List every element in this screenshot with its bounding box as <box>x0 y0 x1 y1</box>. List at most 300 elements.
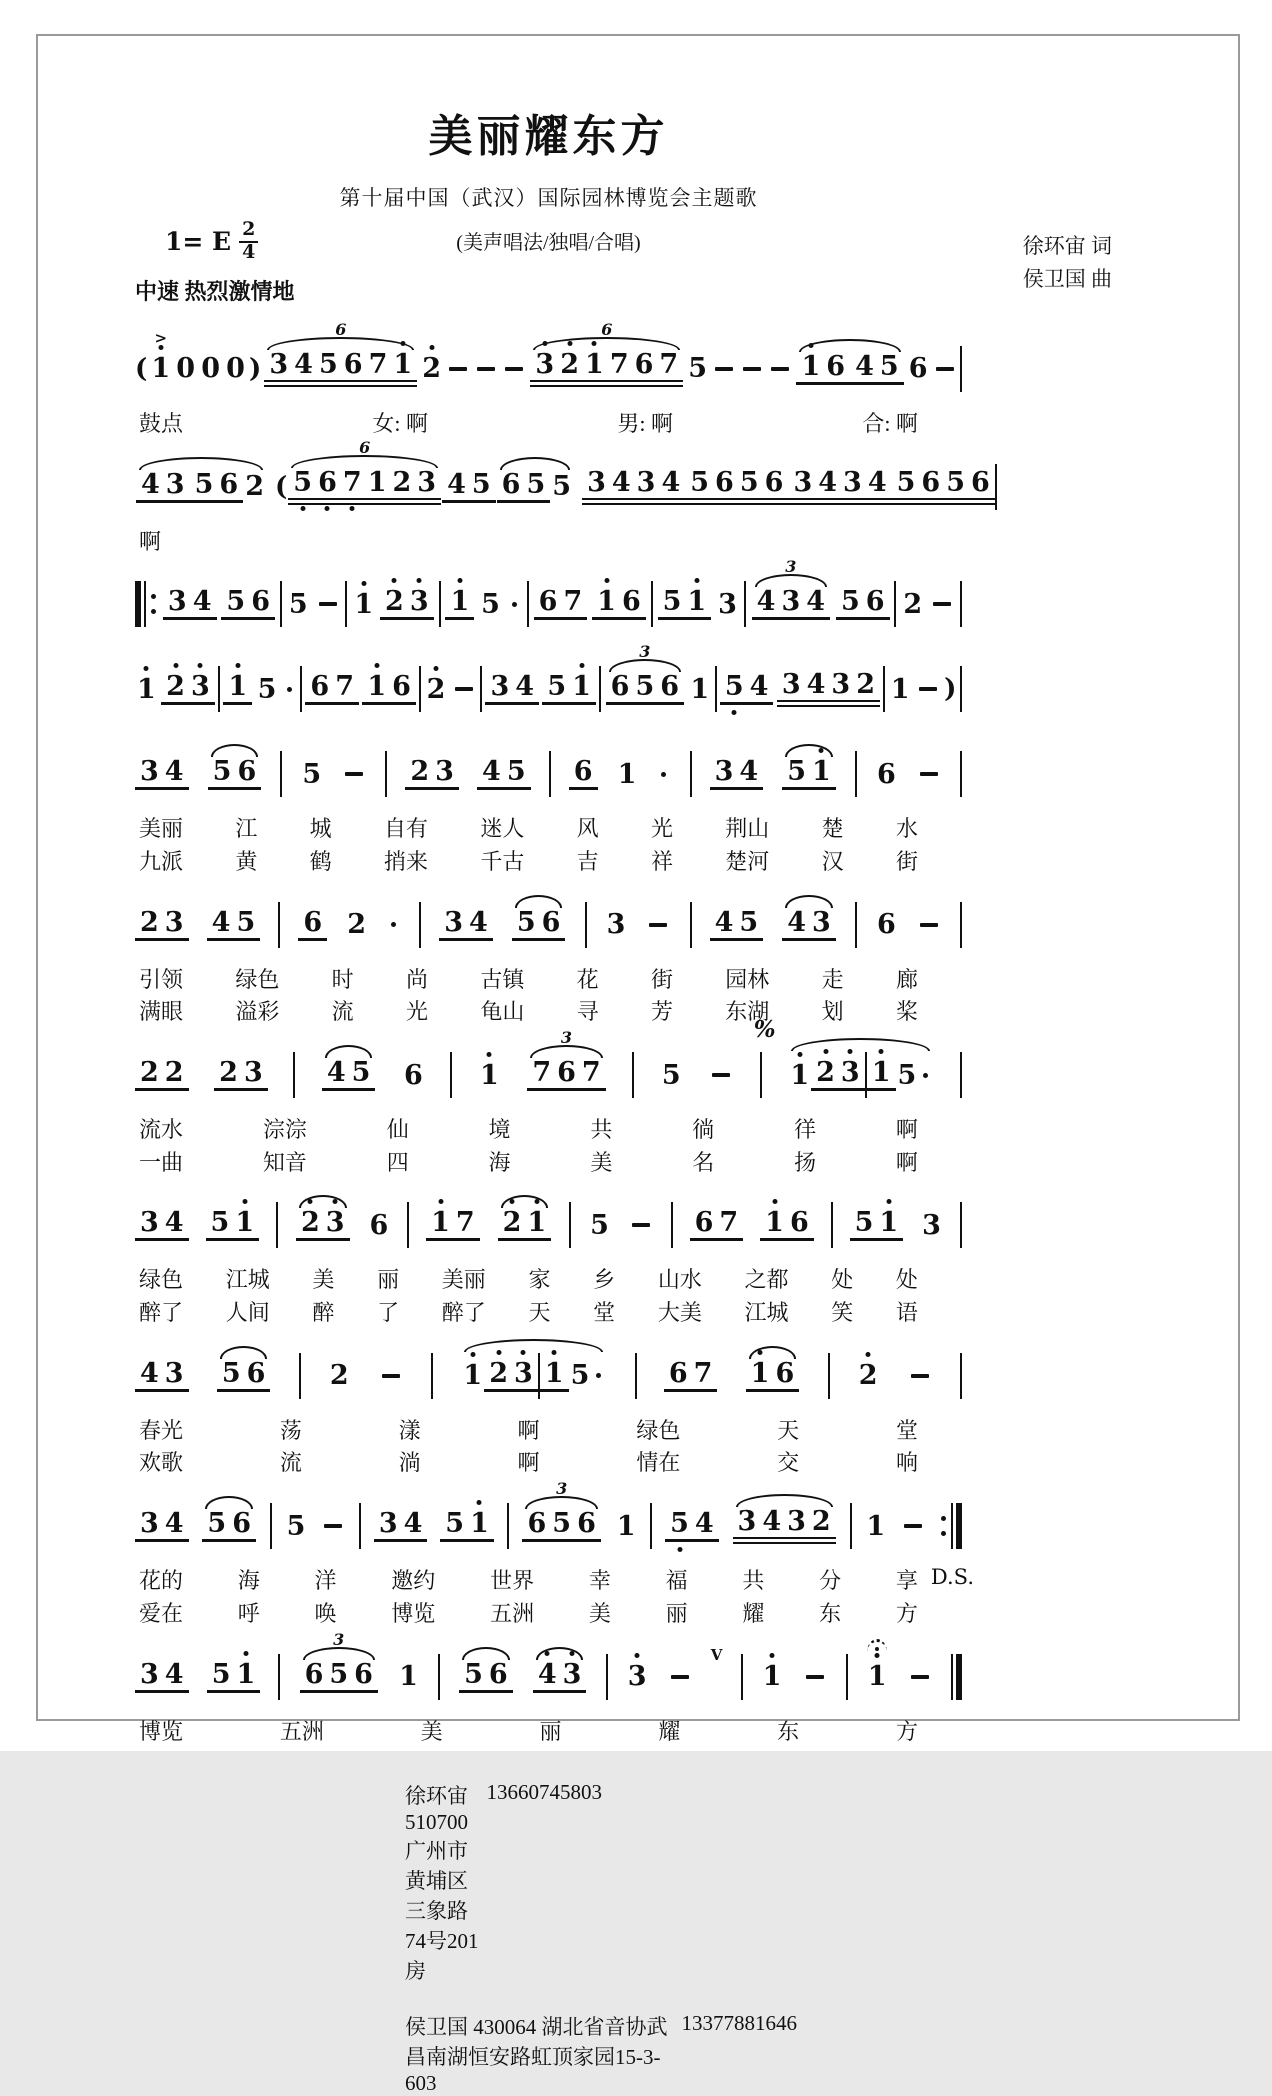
note-digit: 1 <box>367 671 387 703</box>
note <box>244 1357 269 1389</box>
note-digit: 2 <box>856 669 875 701</box>
beam-group <box>569 758 598 790</box>
lyric-syllable: 共 <box>742 1568 765 1594</box>
beam-group <box>498 1209 552 1241</box>
barline-stroke <box>715 666 717 712</box>
lyric-syllable: 境 <box>488 1117 511 1142</box>
note <box>453 1207 478 1239</box>
note <box>840 466 865 498</box>
note-digit: 3 <box>737 1506 757 1538</box>
note <box>788 1059 811 1091</box>
barline-stroke <box>883 666 885 712</box>
octave-dot-high <box>579 663 584 668</box>
note <box>233 906 258 938</box>
note-digit: 2 <box>329 1360 349 1392</box>
duration-dash <box>911 1675 929 1679</box>
beam-group <box>208 758 262 790</box>
note <box>798 350 823 382</box>
lyric-syllable: 花的 <box>139 1568 184 1594</box>
beam-group <box>512 906 566 941</box>
note-digit: 3 <box>243 1057 263 1088</box>
beam-group <box>405 758 459 790</box>
lyric-syllable: 一曲 <box>139 1149 184 1175</box>
lyric-syllable: 东 <box>819 1600 842 1626</box>
note-digit: 5 <box>840 586 860 618</box>
barline-stroke <box>218 666 220 712</box>
accent-mark-icon: > <box>154 329 168 348</box>
note <box>389 466 414 498</box>
note-digit: 6 <box>538 586 558 618</box>
barline-stroke <box>960 581 962 627</box>
lyric-row <box>135 965 962 995</box>
lyric-syllable: 处 <box>895 1267 918 1293</box>
note <box>514 906 539 938</box>
note-digit: 4 <box>694 1508 714 1540</box>
note-digit: 1 <box>470 1508 489 1540</box>
octave-dot-high <box>438 1199 443 1204</box>
note <box>864 1510 887 1542</box>
note-digit: 2 <box>164 1057 184 1088</box>
lyric-syllable: 四 <box>386 1149 409 1175</box>
slur-group <box>496 468 574 503</box>
note-digit: 5 <box>946 466 966 498</box>
note <box>542 1357 567 1389</box>
note <box>137 756 162 788</box>
tuplet-number: 3 <box>785 557 797 577</box>
note-digit: 1 <box>463 1360 483 1392</box>
note-digit: 3 <box>140 756 159 788</box>
note-digit: 3 <box>444 906 464 938</box>
octave-dot-high <box>400 341 405 346</box>
note-digit: 6 <box>246 1357 266 1389</box>
lyric-syllable: 堂 <box>593 1300 616 1326</box>
ds-label: D.S. <box>930 1565 974 1590</box>
repeat-dot <box>151 609 156 614</box>
note-digit: 5 <box>506 756 526 788</box>
note <box>401 1508 426 1540</box>
tuplet-number: 3 <box>333 1629 345 1649</box>
parenthesis: ) <box>248 353 262 384</box>
note-digit: 5 <box>787 756 807 788</box>
beam-group <box>582 466 685 505</box>
tuplet-number: 6 <box>359 437 371 457</box>
note-digit: 6 <box>668 1357 688 1389</box>
lyric-syllable: 城 <box>309 816 332 842</box>
lyric-syllable: 光 <box>650 816 673 842</box>
lyric-syllable: 光 <box>405 999 428 1025</box>
note-digit: 3 <box>843 466 862 498</box>
note-digit: 1 <box>479 1059 499 1091</box>
note-digit: 1 <box>393 348 413 380</box>
beam-group <box>592 588 646 620</box>
barline <box>744 581 746 627</box>
note-digit: 4 <box>867 466 887 498</box>
note <box>607 348 632 380</box>
note-digit: 1 <box>790 1059 810 1091</box>
note <box>390 348 415 380</box>
note <box>889 673 912 705</box>
note <box>486 1357 511 1389</box>
barline-stroke <box>585 902 587 948</box>
duration-dash <box>324 1524 342 1528</box>
note <box>190 586 215 618</box>
note <box>162 1658 187 1690</box>
note-digit: 3 <box>164 906 184 938</box>
note <box>316 348 341 380</box>
beam-group <box>522 1510 600 1542</box>
note-digit: 2 <box>502 1207 522 1239</box>
note-digit: 4 <box>164 756 184 788</box>
note <box>340 466 365 498</box>
barline-stroke <box>507 1503 509 1549</box>
lyric-syllable: 园林 <box>725 966 770 992</box>
note <box>656 348 681 380</box>
note <box>209 1658 234 1690</box>
beam-group <box>777 671 880 707</box>
note <box>162 1059 187 1086</box>
lyric-row <box>135 1448 962 1478</box>
beam-group <box>288 466 441 505</box>
note-digit: 1 <box>450 586 470 618</box>
lyric-syllable: 楚河 <box>725 848 770 874</box>
note-digit: 1 <box>151 353 171 385</box>
barline-stroke <box>960 1353 962 1399</box>
lyric-syllable: 唤 <box>314 1600 337 1626</box>
barline-stroke <box>651 581 653 627</box>
lyricist-credit: 徐环宙 词 <box>1022 234 1112 258</box>
note <box>762 466 787 498</box>
note <box>863 586 888 618</box>
lyric-syllable: 桨 <box>895 999 918 1025</box>
note <box>479 756 504 788</box>
note-digit: 3 <box>793 466 813 498</box>
barline-stroke <box>995 464 997 510</box>
slur-group <box>263 319 418 387</box>
barline-stroke <box>278 902 280 948</box>
note-digit: 6 <box>876 758 896 790</box>
note <box>234 756 259 788</box>
note <box>550 471 573 503</box>
octave-dot-high <box>521 1350 526 1355</box>
note <box>574 1508 599 1540</box>
time-signature <box>239 220 258 263</box>
duration-dash <box>449 367 467 371</box>
score-system-line <box>135 319 962 406</box>
barline <box>300 666 302 712</box>
note-digit: 2 <box>166 671 185 703</box>
note <box>137 906 162 938</box>
barline-stroke <box>741 1654 743 1700</box>
beam-group <box>606 673 684 705</box>
barline <box>671 1202 673 1248</box>
lyric-syllable: 美 <box>590 1149 613 1175</box>
note-digit: 3 <box>409 586 429 618</box>
lyric-syllable: 之都 <box>744 1267 789 1293</box>
composer-phone: 13377881646 <box>681 2011 797 2036</box>
beam-group <box>746 1357 800 1392</box>
note-digit: 3 <box>164 1357 184 1389</box>
composer-credit: 侯卫国 曲 <box>1022 266 1112 291</box>
octave-dot-high <box>823 1049 828 1054</box>
duration-dash <box>477 367 495 371</box>
barline <box>632 1052 634 1098</box>
note <box>691 1357 716 1389</box>
lyric-syllable: 幸 <box>588 1568 611 1594</box>
lyric-syllable: 笑 <box>831 1300 854 1326</box>
score-system <box>135 1339 962 1478</box>
slur-group <box>532 1658 588 1693</box>
note <box>748 1357 773 1389</box>
note-digit: 6 <box>404 1059 423 1091</box>
note-digit: 3 <box>325 1207 345 1239</box>
note <box>588 1209 611 1241</box>
note-digit: 7 <box>368 348 388 380</box>
meter-denominator: 4 <box>242 240 256 263</box>
note <box>266 348 291 380</box>
barline <box>831 1202 833 1248</box>
octave-dot-high <box>552 1350 557 1355</box>
note <box>192 468 217 500</box>
beam-group <box>135 1658 189 1693</box>
barline-stroke <box>549 751 551 797</box>
lyric-syllable: 堂 <box>895 1417 918 1443</box>
slur-arc <box>462 1647 510 1660</box>
duration-dash <box>505 367 523 371</box>
note-digit: 4 <box>469 906 488 938</box>
octave-dot-high <box>242 1199 247 1204</box>
barline-stroke <box>690 751 692 797</box>
note-digit: 1 <box>867 1661 887 1692</box>
repeat-dots <box>941 1516 946 1536</box>
note <box>784 906 809 938</box>
duration-dash <box>632 1223 650 1227</box>
note-digit: 5 <box>194 468 214 500</box>
note <box>779 669 804 701</box>
note-digit: 3 <box>417 466 437 498</box>
note-digit: 3 <box>165 468 185 500</box>
octave-dot-high <box>333 1199 338 1204</box>
beam-group <box>207 906 261 941</box>
lyric-syllable: 东湖 <box>725 999 770 1025</box>
note <box>778 586 803 618</box>
note <box>688 673 711 705</box>
note-digit: 1 <box>354 588 374 620</box>
note <box>137 1508 162 1540</box>
duration-dash <box>715 367 733 371</box>
note-digit: 4 <box>806 586 826 618</box>
note-digit: 7 <box>719 1207 739 1239</box>
slur-group <box>460 1353 607 1399</box>
lyric-syllable: 天 <box>777 1417 800 1443</box>
note-digit: 5 <box>670 1508 689 1540</box>
note-digit: 1 <box>801 350 821 382</box>
lyric-syllable: 博览 <box>391 1600 436 1626</box>
beam-group <box>305 673 359 705</box>
beam-group <box>135 758 189 790</box>
barline <box>690 902 692 948</box>
slur-group <box>526 1028 606 1091</box>
note <box>632 348 657 380</box>
note-digit: 6 <box>304 1658 324 1690</box>
beam-group <box>135 1209 189 1241</box>
lyric-syllable: 溢彩 <box>235 999 280 1025</box>
lyric-syllable: 交 <box>777 1450 800 1476</box>
note-digit: 5 <box>286 1510 306 1542</box>
note <box>285 1510 308 1542</box>
barline <box>439 581 441 627</box>
note-digit: 3 <box>269 348 289 380</box>
note <box>442 1508 467 1540</box>
note-digit: 3 <box>490 671 510 703</box>
lyric-syllable: 淌 <box>398 1450 421 1476</box>
barline-stroke <box>270 1503 272 1549</box>
barline <box>507 1503 509 1549</box>
lyric-syllable: 迷人 <box>480 816 525 842</box>
lyric-syllable: 东 <box>777 1718 800 1744</box>
note <box>692 1207 717 1239</box>
note-digit: 4 <box>482 756 501 788</box>
barline-stroke <box>407 1202 409 1248</box>
score-system <box>135 319 962 439</box>
barline-thick-stroke <box>956 1503 962 1549</box>
score-system <box>135 888 962 1027</box>
note <box>219 1357 244 1389</box>
slur-group <box>781 758 837 790</box>
lyric-syllable: 流水 <box>139 1117 184 1142</box>
barline-stroke <box>960 346 962 392</box>
note <box>869 1059 894 1086</box>
note-digit: 5 <box>207 1508 227 1540</box>
meter-numerator: 2 <box>239 220 258 243</box>
beam-group <box>796 350 850 385</box>
lyric-row <box>135 847 962 877</box>
note-digit: 3 <box>831 669 851 701</box>
barline <box>960 1202 962 1248</box>
beam-group <box>161 673 215 705</box>
note-digit: 6 <box>921 466 941 498</box>
octave-dot-low <box>325 506 330 511</box>
octave-dot-high <box>694 578 699 583</box>
note <box>478 1059 501 1091</box>
note <box>535 1658 560 1690</box>
lyric-syllable: 洋 <box>314 1568 337 1594</box>
score-system <box>135 1016 962 1177</box>
lyric-syllable: 江城 <box>225 1267 270 1293</box>
note <box>803 586 828 618</box>
lyric-row <box>135 1416 962 1446</box>
note-digit: 5 <box>526 468 546 500</box>
note-digit: 1 <box>527 1207 547 1239</box>
lyric-syllable: 流 <box>279 1450 302 1476</box>
note-digit: 4 <box>140 1357 159 1389</box>
barline-stroke <box>345 581 347 627</box>
note-digit: 4 <box>818 466 838 498</box>
slur-arc <box>536 1647 584 1660</box>
note <box>466 906 491 938</box>
slur-group <box>751 557 831 620</box>
beam-group <box>477 758 531 790</box>
note <box>210 756 235 788</box>
note <box>809 1506 834 1538</box>
lyric-syllable: 山水 <box>657 1267 702 1293</box>
barline <box>828 1353 830 1399</box>
slur-group <box>745 1357 801 1392</box>
note-digit: 3 <box>627 1661 647 1692</box>
note <box>441 906 466 938</box>
note <box>199 353 222 385</box>
note <box>229 1508 254 1540</box>
lyric-syllable: 合: 啊 <box>862 410 918 436</box>
note-digit: 4 <box>447 468 466 500</box>
barline-stroke <box>299 1353 301 1399</box>
score-system-line <box>135 1479 962 1563</box>
lyric-syllable: 花 <box>576 966 599 992</box>
note <box>687 466 712 498</box>
lyric-syllable: 享 <box>895 1568 918 1594</box>
barline-stroke <box>850 1503 852 1549</box>
note-digit: 5 <box>688 353 708 385</box>
barline-stroke <box>744 581 746 627</box>
note <box>809 756 834 788</box>
duration-dash <box>904 1524 922 1528</box>
octave-dot-high <box>875 1653 880 1658</box>
barline <box>960 581 962 627</box>
note-digit: 3 <box>513 1357 533 1389</box>
barline <box>883 666 885 712</box>
octave-dot-high <box>879 1049 884 1054</box>
note-digit: 5 <box>257 673 277 705</box>
octave-dot-low <box>732 710 737 715</box>
octave-dot-high <box>510 1199 515 1204</box>
duration-dash <box>649 923 667 927</box>
note <box>425 673 448 705</box>
beam-group <box>811 1059 865 1091</box>
note <box>188 671 213 703</box>
note-digit: 5 <box>724 671 744 703</box>
note <box>137 1207 162 1239</box>
lyric-syllable: 情在 <box>636 1450 681 1476</box>
beam-group <box>135 1510 189 1542</box>
note-digit: 5 <box>661 1059 681 1091</box>
note <box>216 1059 241 1086</box>
note <box>712 756 737 788</box>
beam-group <box>542 673 596 705</box>
note-digit: 3 <box>922 1209 941 1241</box>
note <box>365 466 390 498</box>
key-signature <box>165 220 456 263</box>
lyric-syllable: 捎来 <box>383 848 428 874</box>
octave-dot-high <box>848 1049 853 1054</box>
barline <box>407 1202 409 1248</box>
score-system <box>135 642 962 726</box>
note <box>162 756 187 788</box>
note-digit: 4 <box>762 1506 782 1538</box>
lyric-syllable: 女: 啊 <box>372 410 428 436</box>
tuplet-number: 3 <box>556 1479 568 1499</box>
lyric-syllable: 鹤 <box>309 848 332 874</box>
beam-group <box>892 466 995 505</box>
note-digit: 4 <box>164 1207 184 1239</box>
beam-group <box>850 350 904 385</box>
note <box>512 671 537 703</box>
note <box>209 906 234 938</box>
beam-group <box>426 1209 480 1241</box>
barline <box>635 1353 637 1399</box>
barline-stroke <box>828 1353 830 1399</box>
note <box>569 1360 592 1392</box>
note <box>571 756 596 788</box>
lyric-syllable: 绿色 <box>139 1267 184 1293</box>
